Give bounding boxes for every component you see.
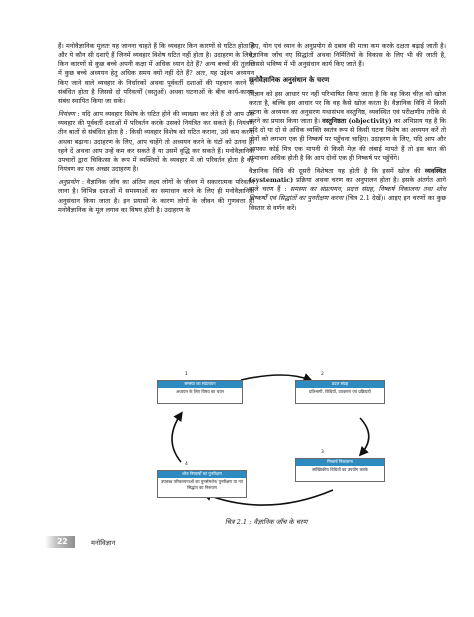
step-problem-conceptualization [157, 380, 243, 404]
term-objectivity: वस्तुनिष्ठता (objectivity) [322, 117, 392, 126]
arrow-step4-to-step1 [172, 414, 181, 462]
paragraph-text: विज्ञान को इस आधार पर नहीं परिभाषित किया जाता है कि वह किस चीज़ को खोज करता है, बल्कि इस आधार पर कि वह कैसे खोज करता है। वैज्ञानिक विधि में किसी घटना के अध्ययन का अनुसरण यथासंभव वस्तुनिष्ठ, व्यवस्थित एवं परीक्षणीय तरीके से करने का प्रयास किया जाता है। [249, 89, 446, 126]
step-title: प्रदत्त संग्रह [296, 381, 384, 388]
step-number: 1 [185, 372, 188, 377]
left-column [58, 42, 254, 215]
paragraph-text: का अभिप्राय यह है कि यदि दो या दो से अधिक व्यक्ति स्वतंत्र रूप से किसी घटना विशेष का अध्ययन करें तो दोनों को लगभग एक ही निष्कर्ष पर पहुँचना चाहिए। उदाहरण के लिए, यदि आप और आपका कोई मित्र एक मापनी से किसी मेज़ की लंबाई मापते हैं तो इस बात की संभावना अधिक होती है कि आप दोनों एक ही निष्कर्ष पर पहुँचेंगे। [249, 117, 447, 162]
paragraph [249, 167, 446, 213]
step-title: समस्या का संप्रत्ययन [158, 381, 242, 388]
figure-caption: चित्र 2.1 : वैज्ञानिक जाँच के चरण [225, 518, 308, 526]
paragraph-text: : वैज्ञानिक जाँच का अंतिम लक्ष्य लोगों के जीवन में सकारात्मक परिवर्तन लाना है। विभिन्न दशाओं में समस्याओं का समाधान करने के लिए ही मनोवैज्ञानिक अनुसंधान किया जाता है। इन प्रयासों के कारण लोगों के जीवन की गुणवत्ता ही मनोवैज्ञानिक के मूल लगाव का विषय होती है। उदाहरण के [58, 178, 254, 214]
right-column [249, 42, 446, 213]
running-head: मनोविज्ञान [91, 539, 116, 547]
page-number: 22 [57, 537, 68, 546]
step-description: उपलब्ध परिकल्पनाओं का पुनर्समर्थन/ पुनरीक्षण या नए सिद्धांत का निरूपण [160, 479, 244, 490]
term-application: अनुप्रयोग [58, 178, 80, 187]
paragraph-text: प्रक्रिया अथवा चरण का अनुपालन होता है। इसके अंतर्गत आगे वाले चरण हैं : [249, 176, 446, 194]
step-title: निष्कर्ष निकालना [296, 459, 384, 466]
step-data-collection [295, 380, 385, 404]
step-title: शोध निष्कर्षों का पुनरीक्षण [158, 471, 246, 478]
step-drawing-conclusions [295, 458, 385, 482]
paragraph [58, 110, 254, 174]
paragraph [249, 90, 446, 163]
step-revising-findings [157, 470, 247, 498]
paragraph: हैं। मनोवैज्ञानिक मूलतः यह जानना चाहते हैं कि व्यवहार किन कारणों से घटित होता है और ये कौन सी दशाएँ हैं जिनमें व्यवहार विशेष घटित नहीं होता है। उदाहरण के लिए, किन कारणों से कुछ बच्चे अपनी कक्षा में अधिक ध्यान देते हैं? अन्य बच्चों की तुलना में कुछ बच्चे अध्ययन हेतु अधिक समय क्यों नहीं देते हैं? अतः, यह उद्देश्य अध्ययन किए जाने वाले व्यवहार के निर्धारकों अथवा पूर्ववर्ती दशाओं की पहचान करने से संबंधित होता है जिससे दो परिवर्त्यों (वस्तुओं) अथवा घटनाओं के बीच कार्य-कारण संबंध स्थापित किया जा सके। [58, 42, 254, 105]
term-systematic: व्यवस्थित (systematic) [249, 166, 446, 185]
section-heading: मनोवैज्ञानिक अनुसंधान के चरण [249, 75, 330, 85]
step-description: प्रतिभागी, विधियाँ, उपकरण एवं प्रक्रियाएँ [309, 389, 371, 394]
research-steps-diagram [155, 370, 421, 510]
step-description: अध्ययन के लिए विषय का चयन [175, 389, 225, 394]
arrow-step2-to-step3 [360, 418, 369, 454]
step-number: 3 [321, 450, 324, 455]
paragraph-text: वैज्ञानिक विधि की दूसरी विशेषता यह होती है कि इसमें खोज की [249, 166, 425, 175]
paragraph: लिए, योग एवं ध्यान के अनुप्रयोग से दबाव की मात्रा कम करके दक्षता बढ़ाई जाती है। वैज्ञानिक जाँच नए सिद्धांतों अथवा निर्मितियों के विकास के लिए भी की जाती है, जिससे भविष्य में भी अनुसंधान कार्य किए जाते हैं। [249, 42, 446, 69]
steps-list: समस्या का संप्रत्ययन, प्रदत्त संग्रह, निष्कर्ष निकालना तथा शोध निष्कर्षों एवं सिद्धांतों का पुनरीक्षण करना [249, 185, 446, 203]
paragraph-text: (चित्र 2.1 देखें)। आइए इन चरणों का कुछ विस्तार से वर्णन करें। [249, 194, 446, 212]
step-number: 4 [185, 462, 188, 467]
paragraph-text: : यदि आप व्यवहार विशेष के घटित होने की व्याख्या कर लेते हैं तो आप उस व्यवहार की पूर्ववर्ती दशाओं में परिवर्तन करके उसको नियंत्रित कर सकते हैं। नियंत्रण तीन बातों से संबंधित होता है : किसी व्यवहार विशेष को घटित कराना, उसे कम करना अथवा बढ़ाना। उदाहरण के लिए, आप चाहेंगे तो अध्ययन करने के घंटों को उतना ही रहने दें अथवा आप उन्हें कम कर सकते हैं या उसमें वृद्धि कर सकते हैं। मनोवैज्ञानिक उपचारों द्वारा चिकित्सा के रूप में व्यक्तियों के व्यवहार में जो परिवर्तन होता है वह नियंत्रण का एक अच्छा उदाहरण है। [58, 110, 254, 174]
paragraph [58, 178, 254, 215]
term-control: नियंत्रण [58, 110, 76, 119]
step-description: सांख्यिकीय विधियों का उपयोग करके [312, 467, 368, 472]
step-number: 2 [321, 372, 324, 377]
